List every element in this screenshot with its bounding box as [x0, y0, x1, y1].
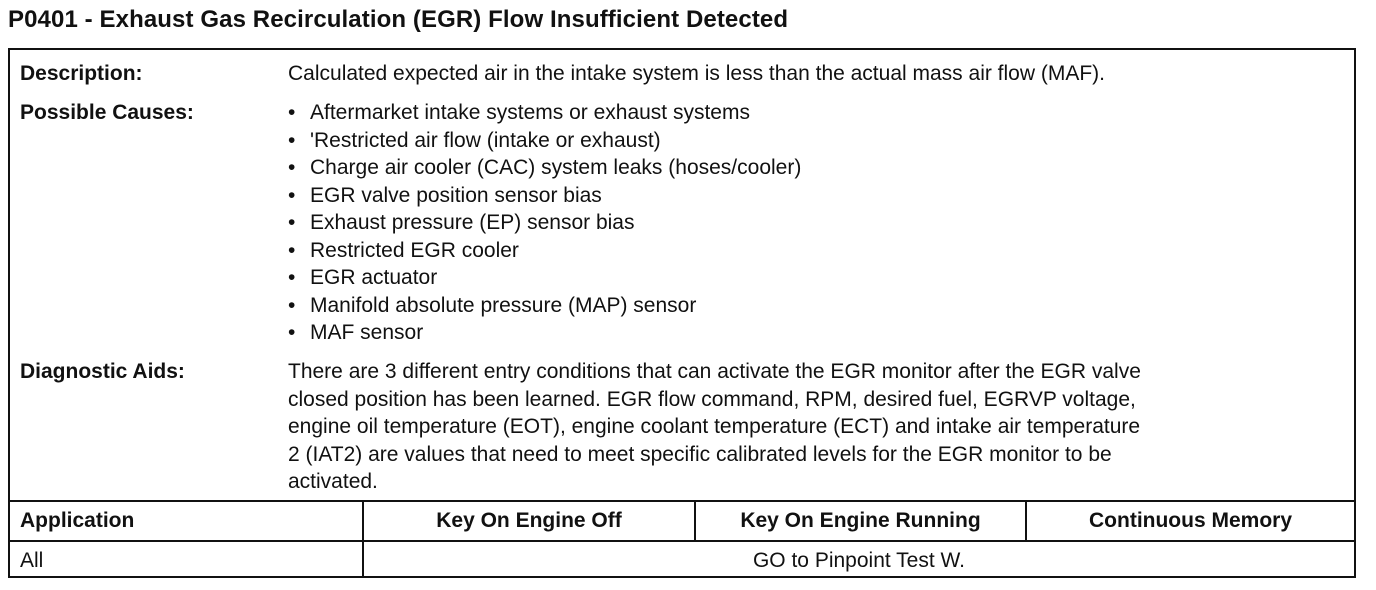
header-continuous-memory: Continuous Memory — [1089, 509, 1292, 532]
table-divider-middle — [10, 540, 1354, 542]
list-item — [288, 264, 801, 292]
dtc-table — [8, 48, 1356, 578]
page-title: P0401 - Exhaust Gas Recirculation (EGR) Flow Insufficient Detected — [8, 6, 789, 33]
cause-text: Restricted EGR cooler — [310, 238, 519, 262]
diagnostic-aids-line: activated. — [288, 470, 378, 493]
pinpoint-test-instruction: GO to Pinpoint Test W. — [752, 549, 966, 572]
header-koer: Key On Engine Running — [740, 509, 981, 532]
list-item — [288, 292, 801, 320]
header-application: Application — [20, 509, 135, 532]
description-label: Description: — [20, 62, 143, 85]
possible-causes-label: Possible Causes: — [20, 101, 194, 124]
bullet-icon: • — [288, 101, 296, 124]
bullet-icon: • — [288, 156, 296, 179]
cause-text: MAF sensor — [310, 321, 424, 344]
header-koeo: Key On Engine Off — [436, 509, 622, 532]
diagnostic-aids-label: Diagnostic Aids: — [20, 360, 185, 383]
possible-causes-list — [288, 99, 801, 347]
table-divider-top — [10, 500, 1354, 502]
list-item — [288, 182, 801, 210]
bullet-icon: • — [288, 238, 296, 262]
list-item — [288, 209, 801, 237]
list-item — [288, 319, 801, 347]
diagnostic-aids-line: engine oil temperature (EOT), engine coolant temperature (ECT) and intake air temperature — [288, 415, 1141, 438]
list-item — [288, 237, 801, 265]
list-item — [288, 127, 801, 155]
diagnostic-aids-text — [288, 358, 1348, 496]
diagnostic-aids-line: closed position has been learned. EGR flow command, RPM, desired fuel, EGRVP voltage, — [288, 387, 1136, 411]
diagnostic-aids-line: There are 3 different entry conditions that can activate the EGR monitor after the EGR valve — [288, 360, 1141, 383]
bullet-icon: • — [288, 211, 296, 234]
diagnostic-aids-line: 2 (IAT2) are values that need to meet specific calibrated levels for the EGR monitor to be — [288, 442, 1112, 466]
bullet-icon: • — [288, 266, 296, 289]
application-value: All — [20, 549, 44, 572]
cause-text: 'Restricted air flow (intake or exhaust) — [310, 128, 661, 152]
description-text: Calculated expected air in the intake system is less than the actual mass air flow (MAF). — [288, 62, 1106, 85]
list-item — [288, 154, 801, 182]
bullet-icon: • — [288, 128, 296, 152]
cause-text: EGR actuator — [310, 266, 438, 289]
bullet-icon: • — [288, 293, 296, 317]
cause-text: Charge air cooler (CAC) system leaks (hoses/cooler) — [310, 156, 802, 179]
cause-text: Aftermarket intake systems or exhaust systems — [310, 101, 750, 124]
cause-text: EGR valve position sensor bias — [310, 183, 602, 207]
cause-text: Manifold absolute pressure (MAP) sensor — [310, 293, 697, 317]
bullet-icon: • — [288, 321, 296, 344]
cause-text: Exhaust pressure (EP) sensor bias — [310, 211, 635, 234]
bullet-icon: • — [288, 183, 296, 207]
list-item — [288, 99, 801, 127]
